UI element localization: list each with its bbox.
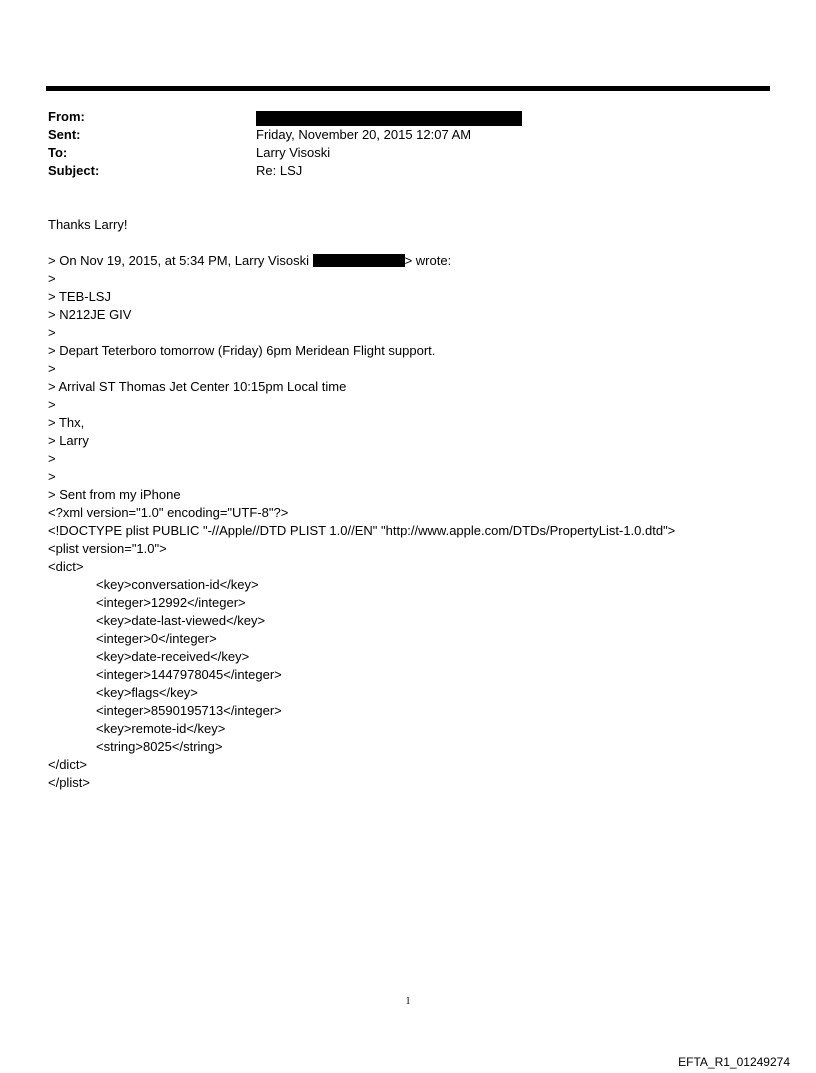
to-row xyxy=(48,144,748,162)
sent-label: Sent: xyxy=(48,127,81,142)
dict-entry-line: <integer>12992</integer> xyxy=(96,595,246,610)
dict-entry-line: <key>date-last-viewed</key> xyxy=(96,613,266,628)
dict-entry-line: <string>8025</string> xyxy=(96,739,223,754)
to-value: Larry Visoski xyxy=(256,145,331,160)
quoted-line: > N212JE GIV xyxy=(48,307,132,322)
to-label: To: xyxy=(48,145,68,160)
quoted-line: > Sent from my iPhone xyxy=(48,487,181,502)
quote-intro-line xyxy=(48,252,788,270)
dict-entry-line: <key>conversation-id</key> xyxy=(96,577,259,592)
quoted-line: > Larry xyxy=(48,433,89,448)
subject-row xyxy=(48,162,748,180)
sent-row xyxy=(48,126,748,144)
blank-line xyxy=(48,234,788,252)
dict-entry-line: <key>remote-id</key> xyxy=(96,721,226,736)
quoted-line: > xyxy=(48,271,56,286)
quoted-line: > Depart Teterboro tomorrow (Friday) 6pm Meridean Flight support. xyxy=(48,343,436,358)
quote-intro-suffix: > wrote: xyxy=(404,253,452,268)
quote-intro-prefix: > On Nov 19, 2015, at 5:34 PM, Larry Visoski xyxy=(48,253,313,268)
dict-entry-line: <integer>1447978045</integer> xyxy=(96,667,282,682)
dict-entry-line: <integer>0</integer> xyxy=(96,631,217,646)
subject-value: Re: LSJ xyxy=(256,163,303,178)
from-value xyxy=(256,108,748,126)
header-divider-rule xyxy=(46,86,770,91)
quoted-line: > Arrival ST Thomas Jet Center 10:15pm Local time xyxy=(48,379,347,394)
quoted-line: > TEB-LSJ xyxy=(48,289,111,304)
quoted-line: > Thx, xyxy=(48,415,85,430)
dict-close-line: </dict> xyxy=(48,757,88,772)
page-number: 1 xyxy=(405,996,411,1007)
xml-declaration-line: <?xml version="1.0" encoding="UTF-8"?> xyxy=(48,505,289,520)
from-row xyxy=(48,108,748,126)
dict-entry-line: <integer>8590195713</integer> xyxy=(96,703,282,718)
plist-open-line: <plist version="1.0"> xyxy=(48,541,167,556)
quoted-line: > xyxy=(48,361,56,376)
dict-entry-line: <key>flags</key> xyxy=(96,685,198,700)
dict-entry-line: <key>date-received</key> xyxy=(96,649,250,664)
quoted-line: > xyxy=(48,397,56,412)
quoted-line: > xyxy=(48,469,56,484)
email-header xyxy=(48,108,748,180)
subject-label: Subject: xyxy=(48,163,100,178)
quoted-line: > xyxy=(48,451,56,466)
sent-value: Friday, November 20, 2015 12:07 AM xyxy=(256,127,472,142)
from-label: From: xyxy=(48,109,85,124)
quoted-line: > xyxy=(48,325,56,340)
email-body xyxy=(48,216,788,792)
plist-close-line: </plist> xyxy=(48,775,90,790)
document-id: EFTA_R1_01249274 xyxy=(678,1055,790,1069)
greeting-line: Thanks Larry! xyxy=(48,217,128,232)
redacted-sender-block xyxy=(256,111,522,126)
dict-open-line: <dict> xyxy=(48,559,84,574)
redacted-email-block xyxy=(313,254,405,267)
doctype-line: <!DOCTYPE plist PUBLIC "-//Apple//DTD PLIST 1.0//EN" "http://www.apple.com/DTDs/PropertyList-1.0.dtd"> xyxy=(48,523,676,538)
